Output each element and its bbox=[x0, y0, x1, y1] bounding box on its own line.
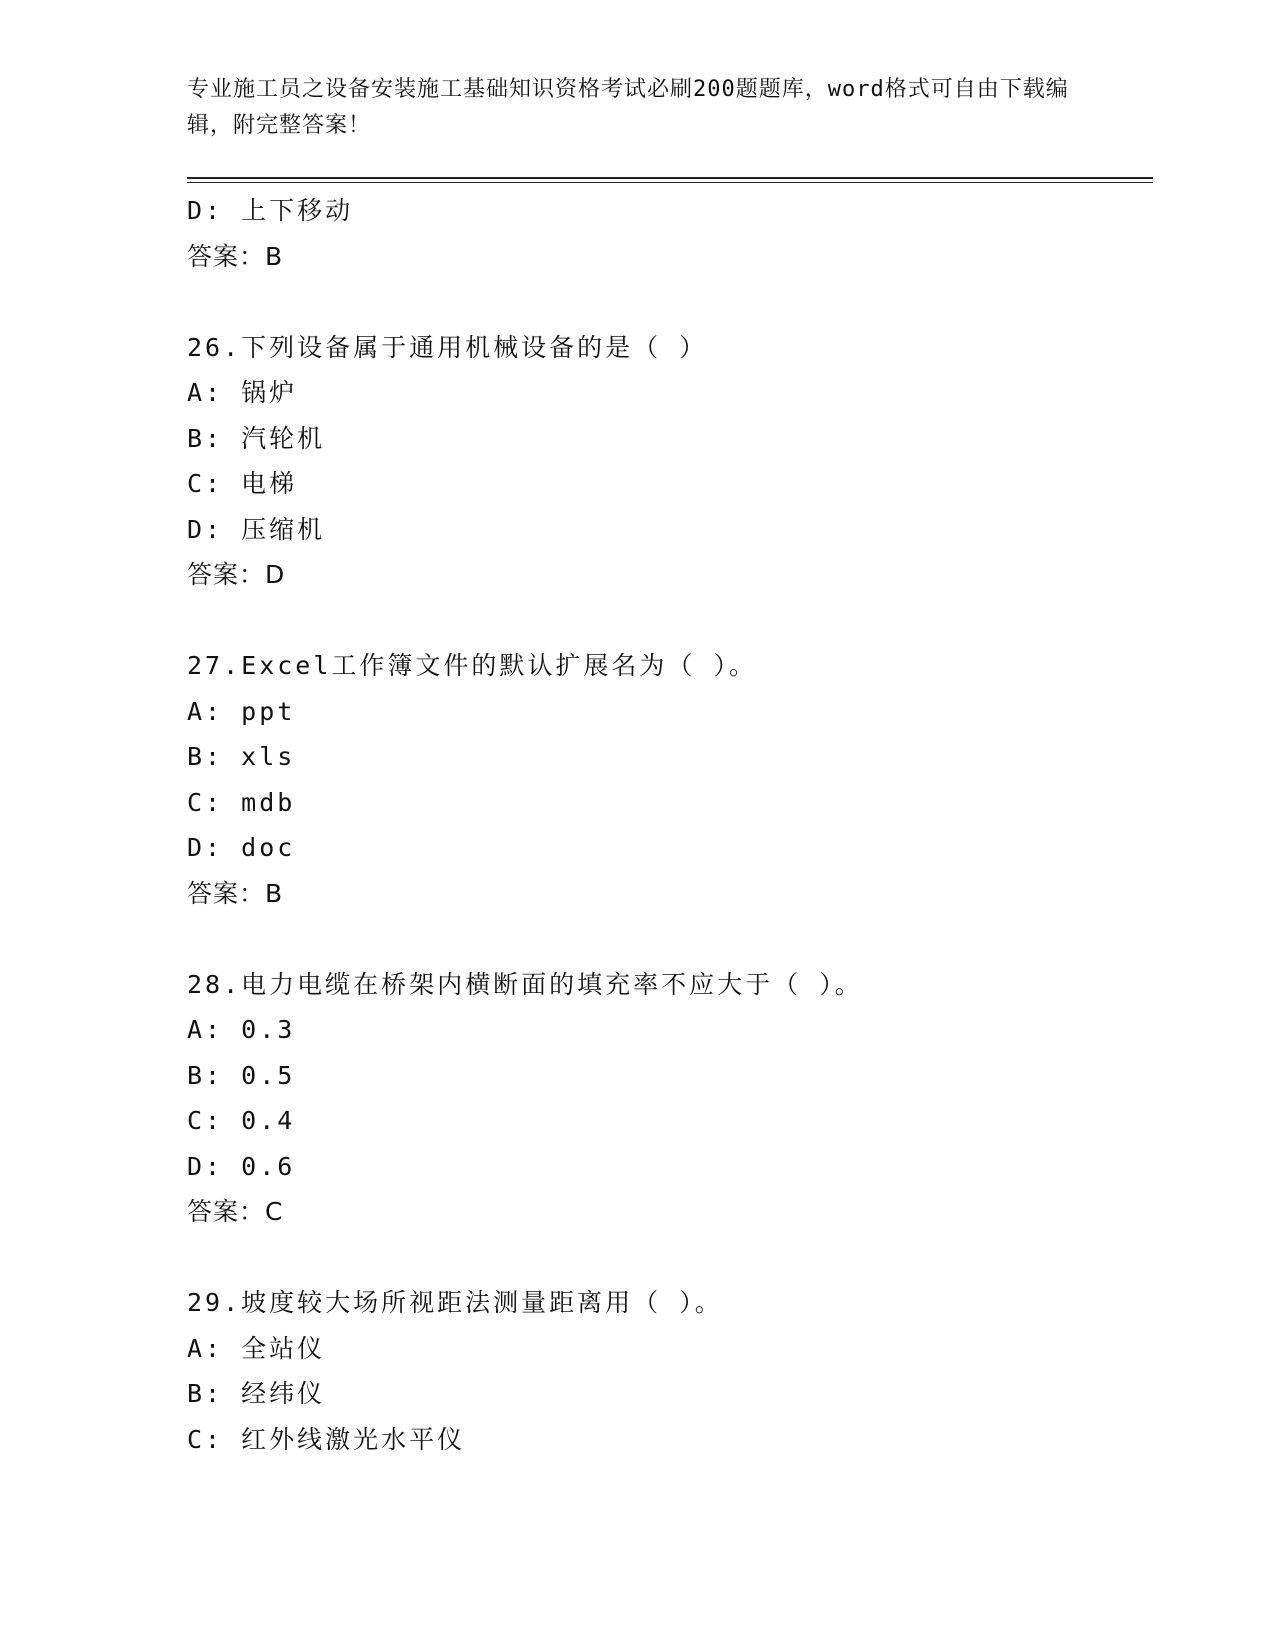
question-stem: 26.下列设备属于通用机械设备的是（ ） bbox=[187, 332, 708, 362]
spacer bbox=[187, 598, 1153, 644]
option-d: D: doc bbox=[187, 833, 296, 862]
option-c: C: 0.4 bbox=[187, 1106, 296, 1135]
spacer bbox=[187, 916, 1153, 962]
option-d: D: 压缩机 bbox=[187, 514, 326, 544]
option-d: D: 0.6 bbox=[187, 1151, 296, 1181]
option-b: B: 0.5 bbox=[187, 1060, 296, 1090]
document-header bbox=[187, 72, 1087, 144]
option-b: B: xls bbox=[187, 742, 296, 771]
spacer bbox=[187, 279, 1153, 325]
option-c: C: 电梯 bbox=[187, 469, 298, 498]
option-b: B: 汽轮机 bbox=[187, 423, 326, 453]
answer-line: 答案：B bbox=[187, 878, 284, 908]
header-divider-thick bbox=[187, 177, 1153, 179]
option-a: A: 全站仪 bbox=[187, 1333, 326, 1363]
question-stem: 28.电力电缆在桥架内横断面的填充率不应大于（ ）。 bbox=[187, 969, 863, 999]
option-c: C: mdb bbox=[187, 787, 296, 817]
option-b: B: 经纬仪 bbox=[187, 1379, 326, 1408]
question-28 bbox=[187, 962, 1153, 1281]
question-27 bbox=[187, 643, 1153, 962]
answer-line: 答案：D bbox=[187, 560, 286, 589]
question-stem: 27.Excel工作簿文件的默认扩展名为（ ）。 bbox=[187, 651, 757, 680]
option-d: D: 上下移动 bbox=[187, 196, 354, 225]
answer-line: 答案：C bbox=[187, 1197, 284, 1226]
question-stem: 29.坡度较大场所视距法测量距离用（ ）。 bbox=[187, 1288, 723, 1317]
header-divider-thin bbox=[187, 182, 1153, 183]
question-list bbox=[187, 188, 1153, 1462]
document-title: 专业施工员之设备安装施工基础知识资格考试必刷200题题库，word格式可自由下载编辑，附完整答案！ bbox=[187, 77, 1069, 138]
question-29 bbox=[187, 1280, 1153, 1462]
spacer bbox=[187, 1235, 1153, 1281]
option-a: A: ppt bbox=[187, 696, 296, 726]
answer-line: 答案：B bbox=[187, 241, 284, 271]
option-c: C: 红外线激光水平仪 bbox=[187, 1424, 466, 1454]
question-26 bbox=[187, 325, 1153, 644]
option-a: A: 锅炉 bbox=[187, 378, 298, 407]
option-a: A: 0.3 bbox=[187, 1015, 296, 1044]
